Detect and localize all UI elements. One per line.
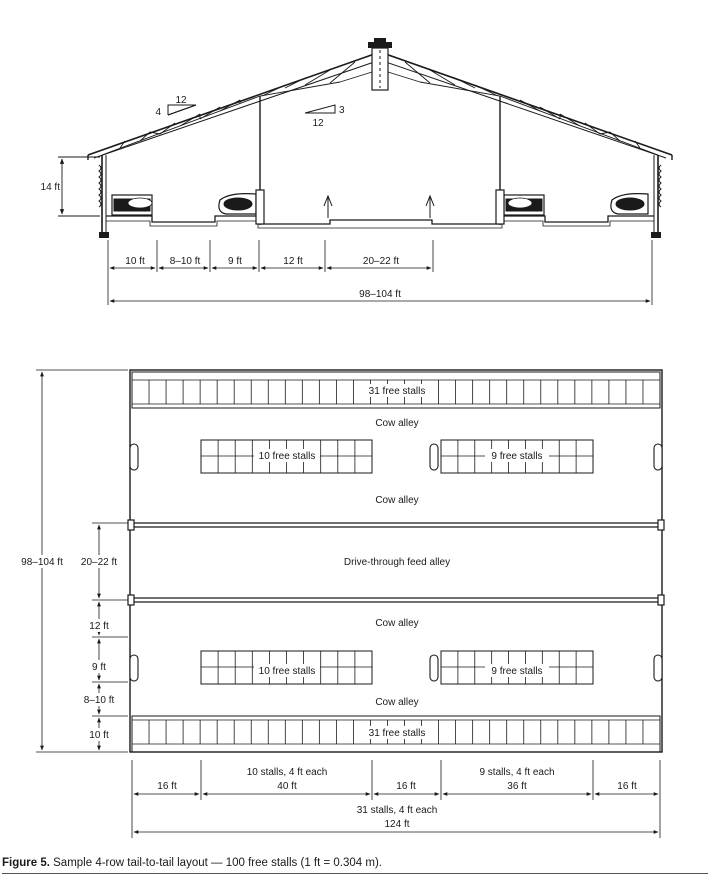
plan-dim-alley: 8–10 ft [83,695,115,706]
feed-gate-left [324,196,332,218]
section-total-width: 98–104 ft [359,289,401,300]
dim-group-left-label: 10 stalls, 4 ft each [246,767,328,778]
wall-left [99,155,109,238]
dim-end-left: 16 ft [157,781,177,792]
cross-section [88,38,672,238]
cow-icon [611,194,648,214]
cow-alley-label: Cow alley [375,618,419,629]
figure-caption-text: Sample 4-row tail-to-tail layout — 100 free stalls (1 ft = 0.304 m). [53,857,382,869]
plan-dim-stall-row: 10 ft [89,730,109,741]
cow-icon [219,194,256,214]
cow-alley-label: Cow alley [375,495,419,506]
stalls-lower-right-label: 9 free stalls [491,666,543,677]
section-dim-5: 20–22 ft [362,256,400,267]
section-dim-3: 9 ft [228,256,242,267]
feed-gate-right [426,196,434,218]
plan-dim-feed-alley: 20–22 ft [80,557,118,568]
dim-group-left-length: 40 ft [277,781,297,792]
ceiling-slope-run: 12 [312,118,324,129]
ceiling-slope-triangle [305,105,335,113]
height-label: 14 ft [40,182,60,193]
roof-slope-run: 12 [175,95,187,106]
stalls-lower-left-label: 10 free stalls [258,666,316,677]
cow-icon [504,195,544,215]
cow-alley-label: Cow alley [375,697,419,708]
plan-overall-width: 98–104 ft [21,557,63,568]
figure-caption [2,857,708,874]
wall-right [651,155,661,238]
figure-label: Figure 5. [2,857,50,869]
feed-alley-label: Drive-through feed alley [343,557,451,568]
stalls-bottom-label: 31 free stalls [368,728,426,739]
section-dim-4: 12 ft [283,256,303,267]
section-dim-2: 8–10 ft [169,256,201,267]
ridge-vent [368,38,392,90]
plan-dim-stall: 9 ft [92,662,106,673]
cow-icon [112,195,152,215]
dim-end-right: 16 ft [617,781,637,792]
dim-total-label: 31 stalls, 4 ft each [356,805,438,816]
stalls-upper-right-label: 9 free stalls [491,451,543,462]
ceiling-slope-rise: 3 [339,105,345,116]
roof-slope-triangle [168,105,196,115]
dim-group-right-length: 36 ft [507,781,527,792]
section-dim-1: 10 ft [125,256,145,267]
stalls-top-label: 31 free stalls [368,386,426,397]
cow-alley-label: Cow alley [375,418,419,429]
height-dimension [58,157,100,216]
roof-slope-rise: 4 [155,107,161,118]
plan-dim-cow-alley: 12 ft [89,621,109,632]
stalls-upper-left-label: 10 free stalls [258,451,316,462]
dim-group-right-label: 9 stalls, 4 ft each [479,767,555,778]
floor-profile [106,216,654,224]
dim-middle: 16 ft [396,781,416,792]
dim-total-length: 124 ft [384,819,410,830]
